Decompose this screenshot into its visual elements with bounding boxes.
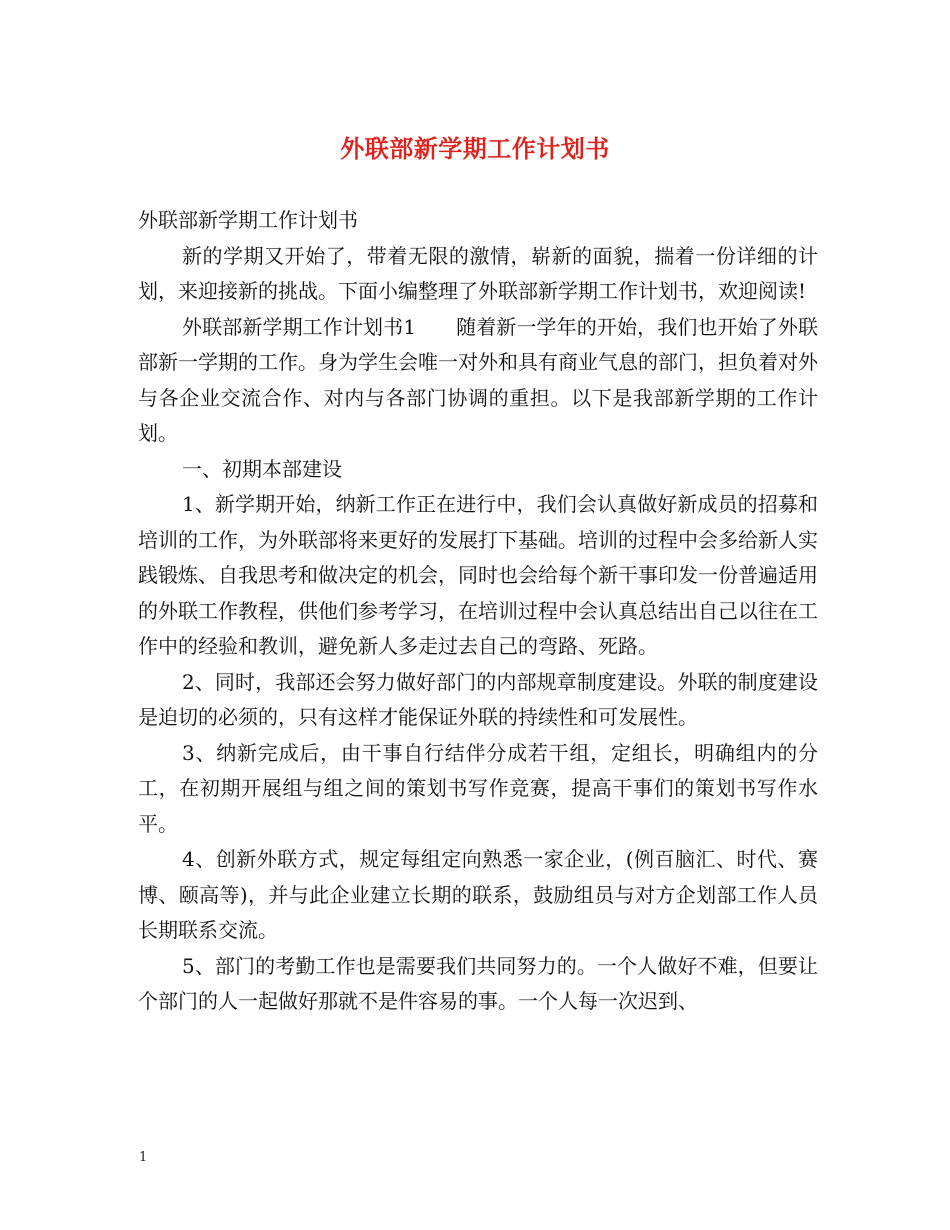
list-item-1: 1、新学期开始，纳新工作正在进行中，我们会认真做好新成员的招募和培训的工作，为外联部将来更好的发展打下基础。培训的过程中会多给新人实践锻炼、自我思考和做决定的机会，同时也会给每个新干事印发一份普遍适用的外联工作教程，供他们参考学习，在培训过程中会认真总结出自己以往在工作中的经验和教训，避免新人多走过去自己的弯路、死路。 xyxy=(138,492,818,658)
list-item-3: 3、纳新完成后，由干事自行结伴分成若干组，定组长，明确组内的分工，在初期开展组与组之间的策划书写作竞赛，提高干事们的策划书写作水平。 xyxy=(138,740,818,836)
document-body xyxy=(138,203,818,1020)
document-subtitle: 外联部新学期工作计划书 xyxy=(138,208,358,232)
section-heading: 一、初期本部建设 xyxy=(182,456,342,481)
document-title: 外联部新学期工作计划书 xyxy=(340,134,610,163)
plan-intro-paragraph xyxy=(138,310,818,452)
list-item-4: 4、创新外联方式，规定每组定向熟悉一家企业，(例百脑汇、时代、赛博、颐高等)，并与此企业建立长期的联系，鼓励组员与对方企划部工作人员长期联系交流。 xyxy=(138,847,818,942)
plan-intro-text: 随着新一学年的开始，我们也开始了外联部新一学期的工作。身为学生会唯一对外和具有商业气息的部门，担负着对外与各企业交流合作、对内与各部门协调的重担。以下是我部新学期的工作计划。 xyxy=(138,314,818,445)
list-item-5: 5、部门的考勤工作也是需要我们共同努力的。一个人做好不难，但要让个部门的人一起做好那就不是件容易的事。一个人每一次迟到、 xyxy=(138,953,818,1013)
intro-paragraph: 新的学期又开始了，带着无限的激情，崭新的面貌，揣着一份详细的计划，来迎接新的挑战。下面小编整理了外联部新学期工作计划书，欢迎阅读! xyxy=(138,243,818,303)
list-item-2: 2、同时，我部还会努力做好部门的内部规章制度建设。外联的制度建设是迫切的必须的，只有这样才能保证外联的持续性和可发展性。 xyxy=(138,669,818,729)
plan-heading: 外联部新学期工作计划书1 xyxy=(182,314,416,339)
page-number: 1 xyxy=(139,1150,148,1165)
